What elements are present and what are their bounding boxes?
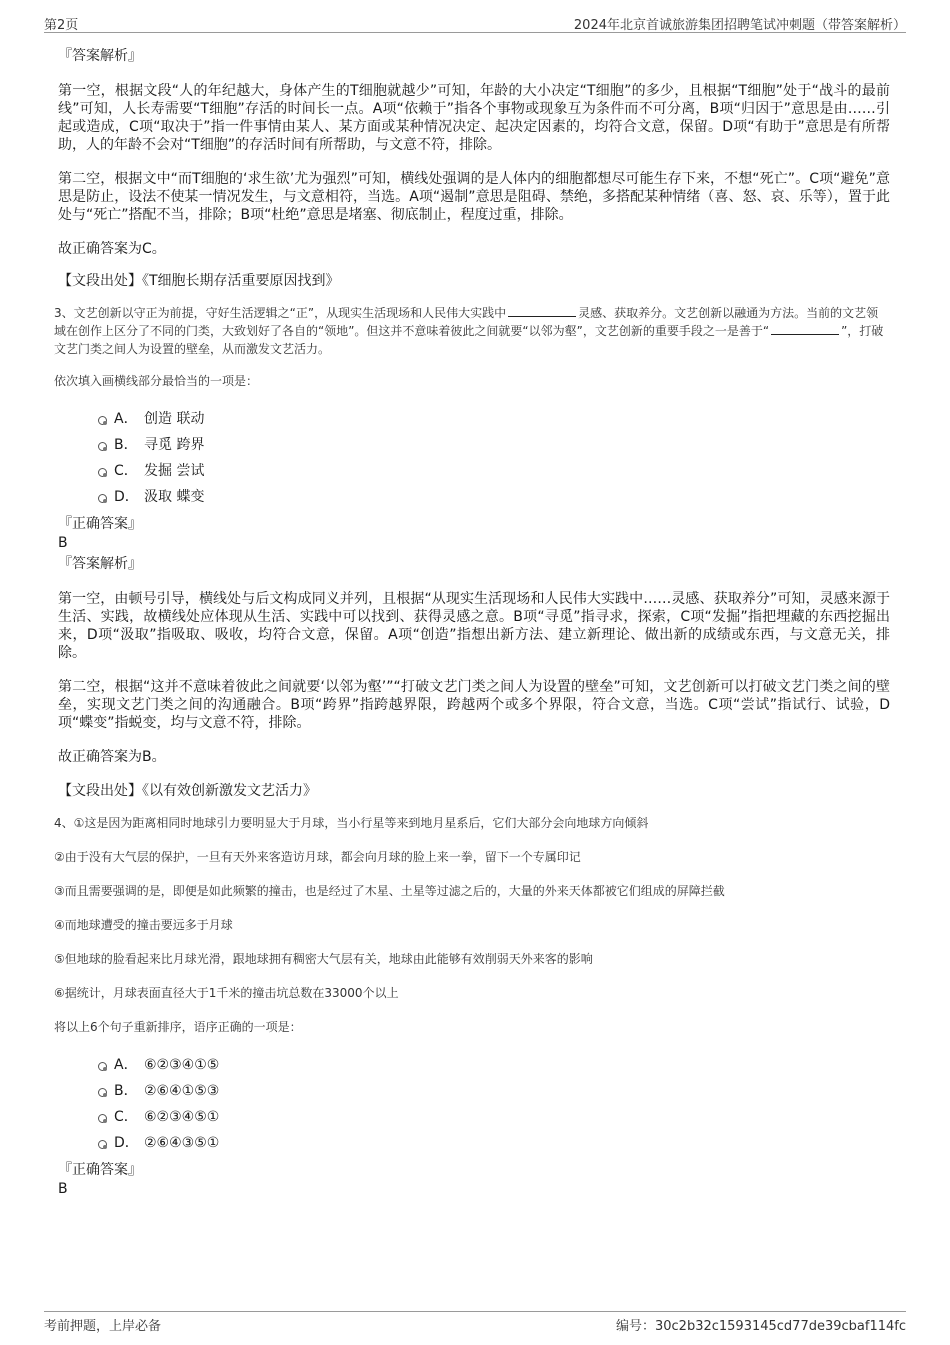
- correct-answer: B: [58, 1181, 68, 1197]
- radio-button[interactable]: [98, 468, 107, 477]
- question-3-options: [58, 406, 890, 510]
- option-a[interactable]: A． 创造 联动: [58, 406, 890, 432]
- conclusion: 故正确答案为C。: [58, 241, 166, 257]
- document-title: 2024年北京首诚旅游集团招聘笔试冲刺题（带答案解析）: [573, 18, 906, 33]
- question-number: 3、: [54, 306, 74, 320]
- correct-answer: B: [58, 535, 68, 551]
- question-prompt: 将以上6个句子重新排序，语序正确的一项是：: [54, 1020, 302, 1034]
- source-citation: 【文段出处】《以有效创新激发文艺活力》: [58, 783, 317, 799]
- radio-button[interactable]: [98, 494, 107, 503]
- option-b[interactable]: B． ②⑥④①⑤③: [58, 1078, 890, 1104]
- option-d[interactable]: D． 汲取 蝶变: [58, 484, 890, 510]
- radio-button[interactable]: [98, 1062, 107, 1071]
- option-b[interactable]: B． 寻觅 跨界: [58, 432, 890, 458]
- option-c[interactable]: C． 发掘 尝试: [58, 458, 890, 484]
- radio-button[interactable]: [98, 1140, 107, 1149]
- question-4-options: [58, 1052, 890, 1156]
- analysis-paragraph: 第一空，由顿号引导，横线处与后文构成同义并列，且根据“从现实生活现场和人民伟大实践中……灵感、获取养分”可知，灵感来源于生活、实践，故横线处应体现从生活、实践中可以找到、获得灵感之意。B项“寻觅”指寻求，探索，C项“发掘”指把埋藏的东西挖掘出来，D项“汲取”指吸取、吸收，均符合文意，保留。A项“创造”指想出新方法、建立新理论、做出新的成绩或东西，与文意无关，排除。: [58, 591, 890, 661]
- correct-answer-label: 『正确答案』: [58, 1162, 142, 1178]
- sentence-3: ③而且需要强调的是，即便是如此频繁的撞击，也是经过了木星、土星等过滤之后的，大量的外来天体都被它们组成的屏障拦截: [54, 884, 725, 898]
- analysis-label: 『答案解析』: [58, 48, 142, 64]
- radio-button[interactable]: [98, 442, 107, 451]
- document-id: 编号：30c2b32c1593145cd77de39cbaf114fc: [615, 1319, 906, 1334]
- question-number: 4、: [54, 816, 74, 830]
- analysis-paragraph: 第一空，根据文段“人的年纪越大，身体产生的T细胞就越少”可知，年龄的大小决定“T细胞”的多少，且根据“T细胞”处于“战斗的最前线”可知，人长寿需要“T细胞”存活的时间长一点。A项“依赖于”指各个事物或现象互为条件而不可分离，B项“归因于”意思是由……引起或造成，C项“取决于”指一件事情由某人、某方面或某种情况决定、起决定因素的，均符合文意，保留。D项“有助于”意思是有所帮助，人的年龄不会对“T细胞”的存活时间有所帮助，与文意不符，排除。: [58, 83, 890, 153]
- sentence-4: ④而地球遭受的撞击要远多于月球: [54, 918, 233, 932]
- source-citation: 【文段出处】《T细胞长期存活重要原因找到》: [58, 273, 340, 289]
- correct-answer-label: 『正确答案』: [58, 516, 142, 532]
- sentence-5: ⑤但地球的脸看起来比月球光滑，跟地球拥有稠密大气层有关，地球由此能够有效削弱天外来客的影响: [54, 952, 593, 966]
- radio-button[interactable]: [98, 1114, 107, 1123]
- analysis-label: 『答案解析』: [58, 556, 142, 572]
- analysis-paragraph: 第二空，根据文中“而T细胞的‘求生欲’尤为强烈”可知，横线处强调的是人体内的细胞都想尽可能生存下来，不想“死亡”。C项“避免”意思是防止，设法不使某一情况发生，与文意相符，当选。A项“遏制”意思是阻碍、禁绝，多搭配某种情绪（喜、怒、哀、乐等），置于此处与“死亡”搭配不当，排除；B项“杜绝”意思是堵塞、彻底制止，程度过重，排除。: [58, 171, 890, 223]
- page-header: [44, 14, 906, 33]
- fill-blank: [508, 304, 576, 317]
- option-d[interactable]: D． ②⑥④③⑤①: [58, 1130, 890, 1156]
- page-footer: [44, 1311, 906, 1332]
- document-body: [54, 44, 890, 1198]
- question-4-stem: 4、①这是因为距离相同时地球引力要明显大于月球，当小行星等来到地月星系后，它们大部分会向地球方向倾斜: [54, 816, 649, 830]
- sentence-6: ⑥据统计，月球表面直径大于1千米的撞击坑总数在33000个以上: [54, 986, 399, 1000]
- radio-button[interactable]: [98, 416, 107, 425]
- analysis-paragraph: 第二空，根据“这并不意味着彼此之间就要‘以邻为壑’”“打破文艺门类之间人为设置的壁垒”可知，文艺创新可以打破文艺门类之间的壁垒，实现文艺门类之间的沟通融合。B项“跨界”指跨越界限，跨越两个或多个界限，符合文意，当选。C项“尝试”指试行、试验，D项“蝶变”指蜕变，均与文意不符，排除。: [58, 679, 890, 731]
- page-number: 第2页: [44, 18, 79, 33]
- radio-button[interactable]: [98, 1088, 107, 1097]
- option-c[interactable]: C． ⑥②③④⑤①: [58, 1104, 890, 1130]
- fill-blank: [771, 322, 839, 335]
- conclusion: 故正确答案为B。: [58, 749, 166, 765]
- sentence-2: ②由于没有大气层的保护，一旦有天外来客造访月球，都会向月球的脸上来一拳，留下一个专属印记: [54, 850, 581, 864]
- question-3-stem: 3、文艺创新以守正为前提，守好生活逻辑之“正”，从现实生活现场和人民伟大实践中 灵感、获取养分。文艺创新以融通为方法。当前的文艺领域在创作上区分了不同的门类，大致划好了各自的“领地”。但这并不意味着彼此之间就要“以邻为壑”，文艺创新的重要手段之一是善于“ ”，打破文艺门类之间人为设置的壁垒，从而激发文艺活力。: [54, 306, 884, 356]
- option-a[interactable]: A． ⑥②③④①⑤: [58, 1052, 890, 1078]
- footer-slogan: 考前押题，上岸必备: [44, 1319, 162, 1334]
- question-prompt: 依次填入画横线部分最恰当的一项是：: [54, 374, 259, 388]
